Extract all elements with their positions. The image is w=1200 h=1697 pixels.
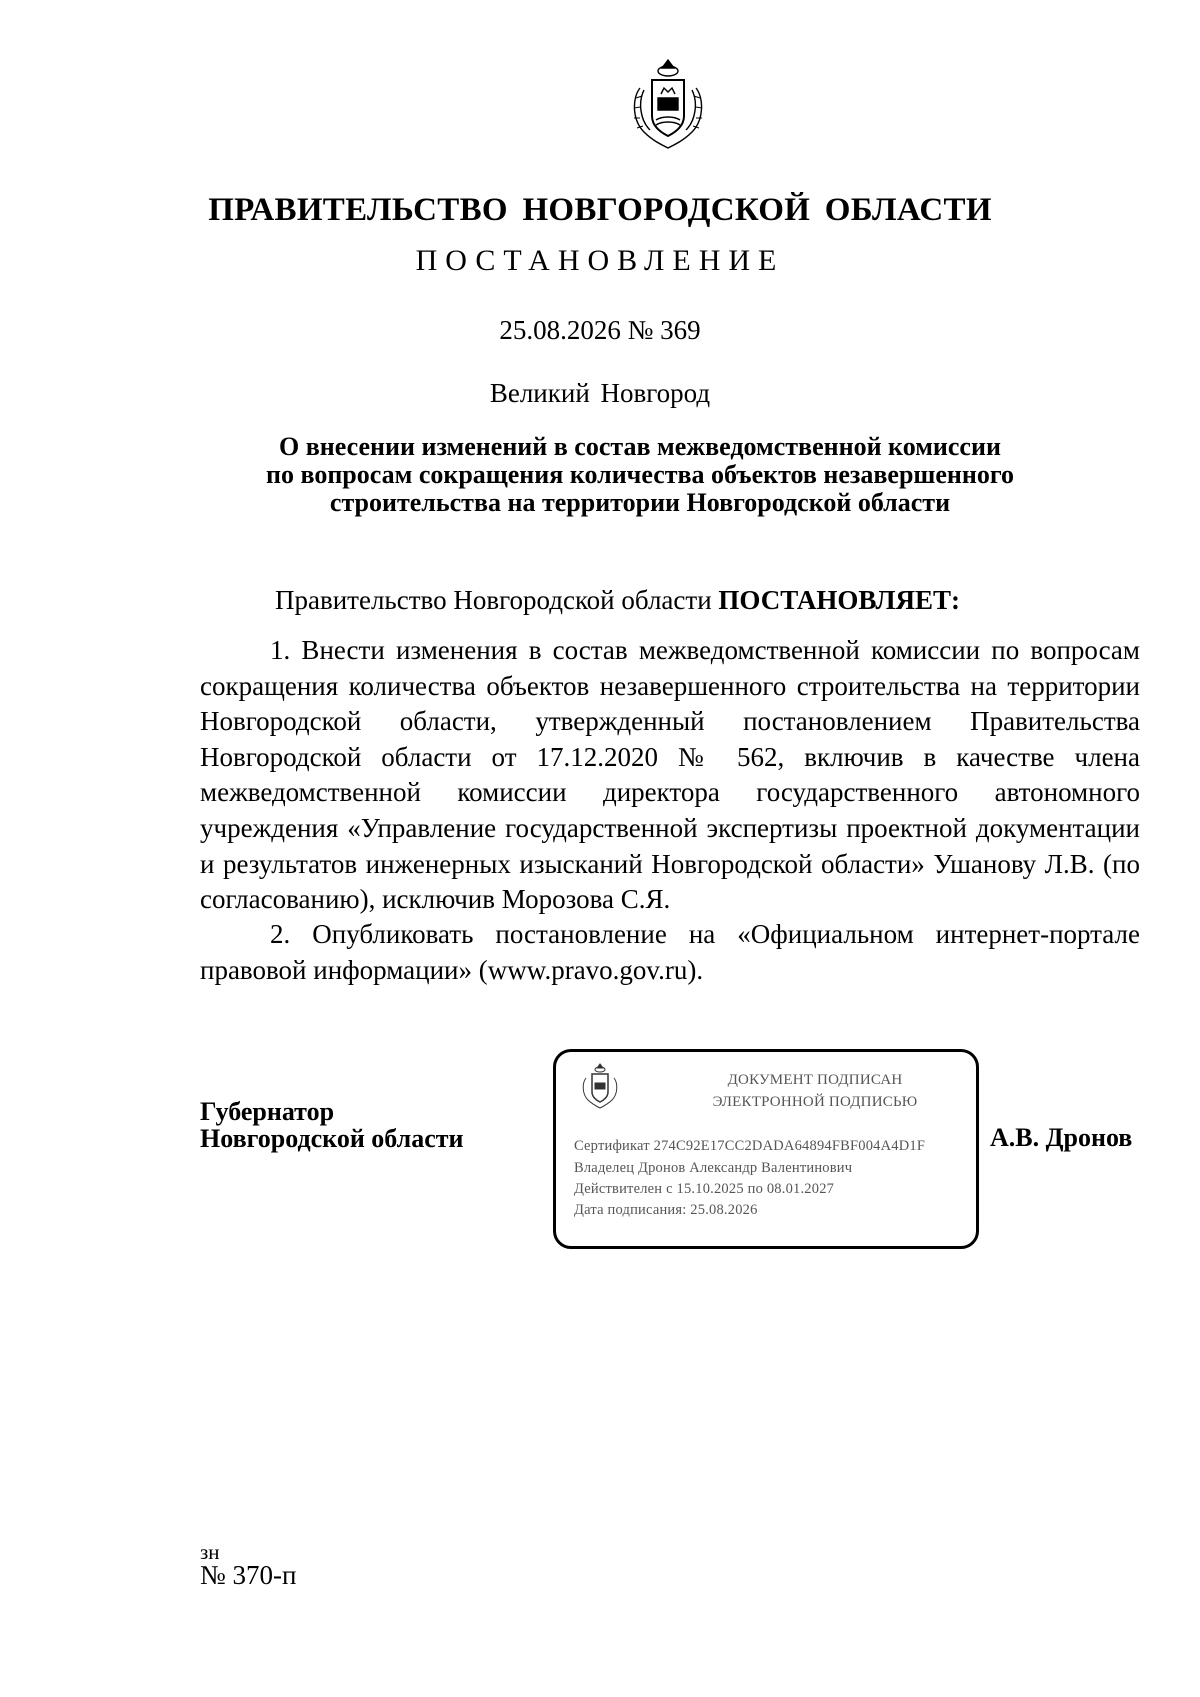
signer-name: А.В. Дронов [990,1123,1133,1152]
signatory-position [200,1098,464,1152]
stamp-signing-date: Дата подписания: 25.08.2026 [574,1202,758,1218]
paragraph-1: 1. Внести изменения в состав межведомственной комиссии по вопросам сокращения количества объектов незавершенного строительства на территории Новгородской области, утвержденный постановлением Правительства Новгородской области от 17.12.2020 № 562, включив в качестве члена межведомственной комиссии директора государственного автономного учреждения «Управление государственной экспертизы проектной документации и результатов инженерных изысканий Новгородской области» Ушанову Л.В. (по согласованию), исключив Морозова С.Я. [200,635,1140,915]
stamp-owner: Владелец Дронов Александр Валентинович [574,1160,853,1176]
coat-of-arms-icon [580,1063,620,1110]
document-type: ПОСТАНОВЛЕНИЕ [415,244,785,277]
title-line: строительства на территории Новгородской области [329,488,951,517]
preamble-text: Правительство Новгородской области [275,585,719,615]
position-line: Губернатор [200,1097,335,1126]
stamp-certificate: Сертификат 274C92E17CC2DADA64894FBF004A4D1F [574,1138,926,1154]
title-line: О внесении изменений в состав межведомственной комиссии [279,432,1001,461]
footer-reg-number: № 370-п [200,1560,297,1590]
organization-heading: ПРАВИТЕЛЬСТВО НОВГОРОДСКОЙ ОБЛАСТИ [208,192,992,228]
document-date-number: 25.08.2026 № 369 [499,315,701,345]
preamble [275,585,960,616]
position-line: Новгородской области [200,1124,464,1153]
stamp-validity: Действителен с 15.10.2025 по 08.01.2027 [574,1181,835,1197]
footer-initials: зн [200,1540,220,1564]
document-title [200,433,1080,517]
paragraph-2: 2. Опубликовать постановление на «Официальном интернет-портале правовой информации» (www.pravo.gov.ru). [200,919,1140,985]
coat-of-arms-icon [628,58,708,152]
stamp-heading: ДОКУМЕНТ ПОДПИСАН [727,1072,903,1088]
document-city: Великий Новгород [489,378,711,408]
preamble-resolves: ПОСТАНОВЛЯЕТ: [718,585,960,615]
stamp-heading: ЭЛЕКТРОННОЙ ПОДПИСЬЮ [712,1094,918,1110]
title-line: по вопросам сокращения количества объектов незавершенного [265,460,1015,489]
